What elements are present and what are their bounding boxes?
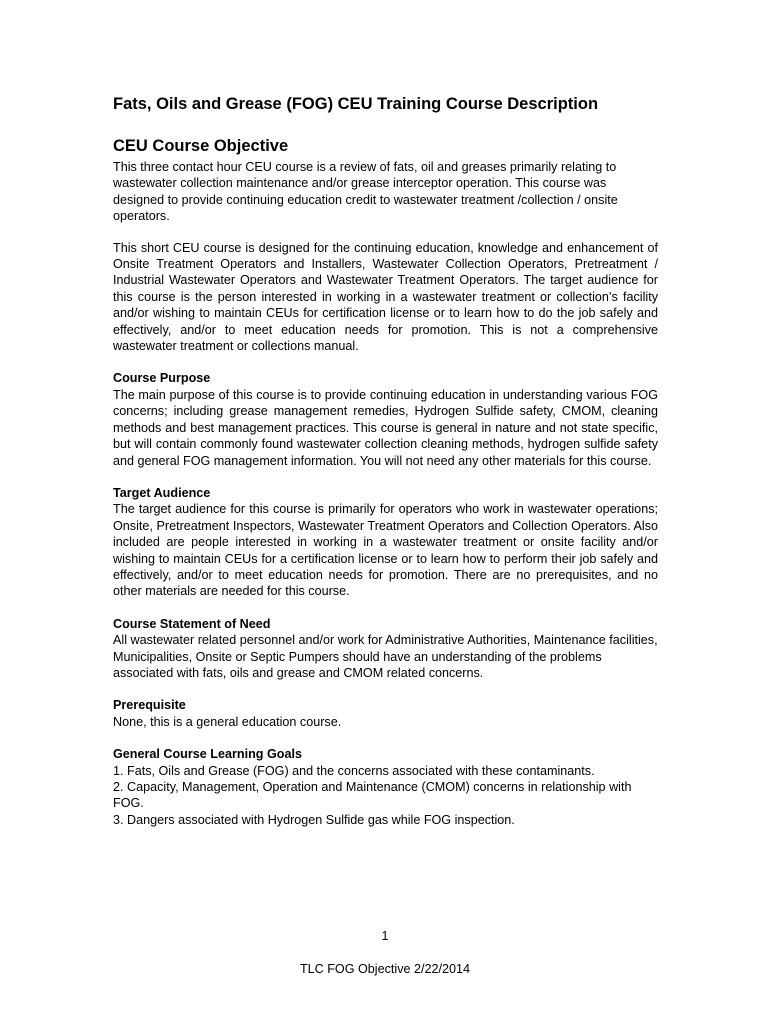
list-item: 1. Fats, Oils and Grease (FOG) and the concerns associated with these contaminants. (113, 763, 595, 778)
section-heading: Course Purpose (113, 371, 211, 386)
document-body (113, 93, 658, 828)
section-body: All wastewater related personnel and/or work for Administrative Authorities, Maintenance facilities, Municipalities, Onsite or Septic Pumpers should have an understanding of the problems associated with fats, oils and grease and CMOM related concerns. (113, 633, 658, 680)
page-number: 1 (381, 929, 389, 943)
objective-paragraph-1: This three contact hour CEU course is a review of fats, oil and greases primarily relating to wastewater collection maintenance and/or grease interceptor operation. This course was designed to provide continuing education credit to wastewater treatment /collection / onsite operators. (113, 160, 618, 224)
section-target-audience (113, 485, 658, 600)
page-footer: TLC FOG Objective 2/22/2014 (299, 962, 471, 976)
section-learning-goals (113, 746, 658, 828)
learning-goals-list (113, 763, 658, 829)
list-item: 3. Dangers associated with Hydrogen Sulfide gas while FOG inspection. (113, 812, 515, 827)
learning-goals-heading: General Course Learning Goals (113, 747, 302, 762)
section-prerequisite (113, 697, 658, 730)
section-body: The main purpose of this course is to provide continuing education in understanding various FOG concerns; including grease management remedies, Hydrogen Sulfide safety, CMOM, cleaning methods and best management practices. This course is general in nature and not state specific, but will contain commonly found wastewater collection cleaning methods, hydrogen sulfide safety and general FOG management information. You will not need any other materials for this course. (113, 387, 658, 468)
document-title: Fats, Oils and Grease (FOG) CEU Training Course Description (113, 95, 599, 113)
section-body: The target audience for this course is primarily for operators who work in wastewater operations; Onsite, Pretreatment Inspectors, Wastewater Treatment Operators and Collection Operators. Also included are people interested in working in a wastewater treatment or onsite facility and/or wishing to maintain CEUs for a certification license or to learn how to perform their job safely and effectively, and/or to meet education needs for promotion. There are no prerequisites, and no other materials are needed for this course. (113, 502, 658, 599)
section-statement-of-need (113, 616, 658, 682)
section-heading: Course Statement of Need (113, 616, 271, 631)
section-course-purpose (113, 370, 658, 468)
section-heading: Prerequisite (113, 698, 186, 713)
list-item: 2. Capacity, Management, Operation and Maintenance (CMOM) concerns in relationship with FOG. (113, 780, 632, 811)
objective-heading: CEU Course Objective (113, 137, 289, 155)
section-body: None, this is a general education course. (113, 714, 342, 729)
objective-paragraph-2: This short CEU course is designed for the continuing education, knowledge and enhancement of Onsite Treatment Operators and Installers, Wastewater Collection Operators, Pretreatment / Industrial Wastewater Operators and Wastewater Treatment Operators. The target audience for this course is the person interested in working in a wastewater treatment or collection’s facility and/or wishing to maintain CEUs for certification license or to learn how to do the job safely and effectively, and/or to meet education needs for promotion. This is not a comprehensive wastewater treatment or collections manual. (113, 240, 658, 354)
section-heading: Target Audience (113, 485, 211, 500)
